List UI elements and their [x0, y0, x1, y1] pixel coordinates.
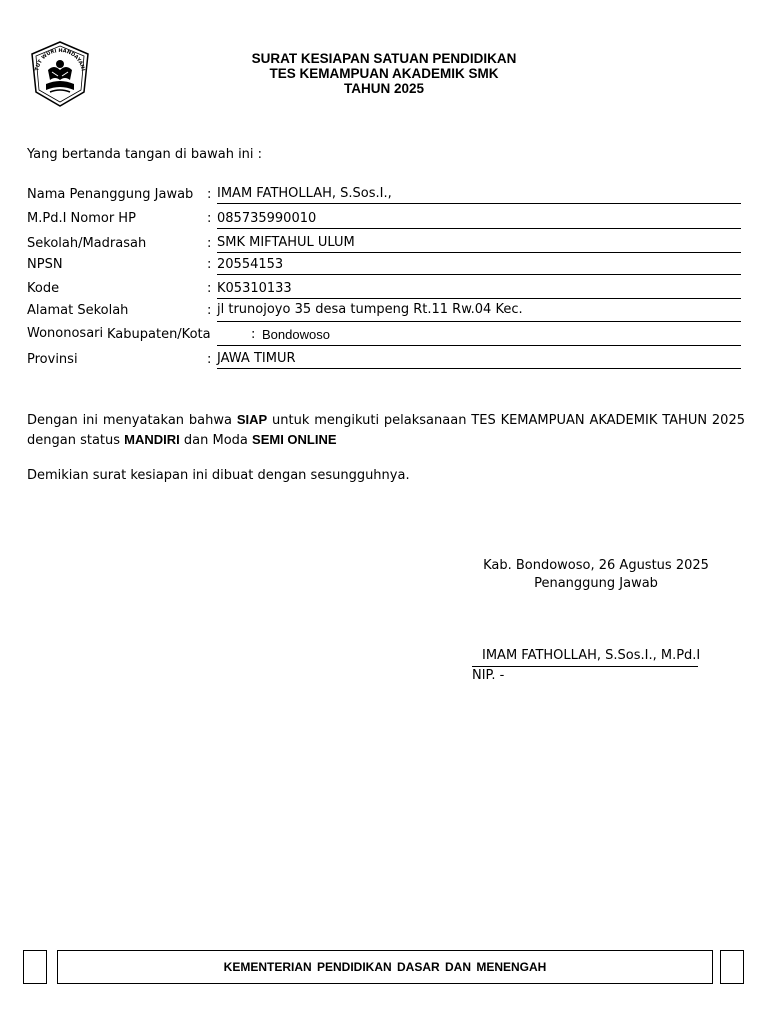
field-value-nomor-hp: 085735990010 [217, 211, 317, 226]
field-value-kode: K05310133 [217, 281, 292, 296]
field-underline [217, 368, 741, 369]
field-label-nama: Nama Penanggung Jawab [27, 187, 194, 202]
field-value-kabupaten: Bondowoso [262, 327, 330, 342]
field-colon: : [207, 236, 212, 251]
field-label-sekolah: Sekolah/Madrasah [27, 236, 147, 251]
intro-text: Yang bertanda tangan di bawah ini : [27, 147, 263, 162]
statement-text-1: Dengan ini menyatakan bahwa [27, 413, 237, 428]
svg-text:TUT WURI HANDAYANI [34, 48, 86, 72]
field-colon: : [207, 211, 212, 226]
field-underline [217, 321, 741, 322]
footer-ministry-box [57, 950, 713, 984]
field-label-wononosari: Wononosari [27, 326, 104, 341]
logo-emblem-icon [26, 40, 94, 108]
field-colon: : [207, 187, 212, 202]
closing-text: Demikian surat kesiapan ini dibuat dengan sesungguhnya. [27, 468, 410, 483]
field-colon: : [207, 257, 212, 272]
field-label-nomor-hp: M.Pd.I Nomor HP [27, 211, 136, 226]
document-title-line-1: SURAT KESIAPAN SATUAN PENDIDIKAN [251, 51, 517, 66]
signatory-nip: NIP. - [472, 668, 505, 683]
document-title-line-3: TAHUN 2025 [343, 81, 425, 96]
field-value-provinsi: JAWA TIMUR [217, 351, 296, 366]
footer-ministry-text: KEMENTERIAN PENDIDIKAN DASAR DAN MENENGAH [223, 960, 547, 974]
footer-left-box [23, 950, 47, 984]
signature-underline [472, 666, 698, 667]
signatory-name: IMAM FATHOLLAH, S.Sos.I., M.Pd.I [482, 648, 701, 663]
status-siap: SIAP [236, 412, 268, 427]
document-title-line-2: TES KEMAMPUAN AKADEMIK SMK [269, 66, 499, 81]
signature-place-date: Kab. Bondowoso, 26 Agustus 2025 [483, 558, 709, 573]
field-label-alamat: Alamat Sekolah [27, 303, 129, 318]
field-underline [217, 228, 741, 229]
footer-right-box [720, 950, 744, 984]
field-colon: : [207, 281, 212, 296]
status-mandiri: MANDIRI [124, 432, 180, 447]
field-colon: : [251, 327, 256, 342]
signature-role: Penanggung Jawab [534, 576, 658, 591]
field-underline [217, 274, 741, 275]
logo-text: TUT WURI HANDAYANI [34, 47, 86, 72]
moda-semi-online: SEMI ONLINE [252, 432, 337, 447]
tut-wuri-handayani-logo [26, 40, 94, 108]
field-label-provinsi: Provinsi [27, 352, 78, 367]
field-value-nama: IMAM FATHOLLAH, S.Sos.I., [217, 186, 392, 201]
field-label-npsn: NPSN [27, 257, 63, 272]
statement-paragraph [27, 410, 745, 450]
field-value-sekolah: SMK MIFTAHUL ULUM [217, 235, 355, 250]
field-label-kabupaten: Kabupaten/Kota [107, 327, 211, 342]
field-underline [217, 345, 741, 346]
field-value-npsn: 20554153 [217, 257, 284, 272]
field-underline [217, 298, 741, 299]
statement-text-3: dan Moda [179, 433, 253, 448]
field-colon: : [207, 303, 212, 318]
field-label-kode: Kode [27, 281, 60, 296]
statement-text-2: untuk mengikuti pelaksanaan TES KEMAMPUAN AKADEMIK TAHUN 2025 dengan status [27, 413, 745, 448]
field-colon: : [207, 352, 212, 367]
field-underline [217, 203, 741, 204]
field-underline [217, 252, 741, 253]
field-value-alamat: jl trunojoyo 35 desa tumpeng Rt.11 Rw.04 Kec. [217, 302, 523, 317]
